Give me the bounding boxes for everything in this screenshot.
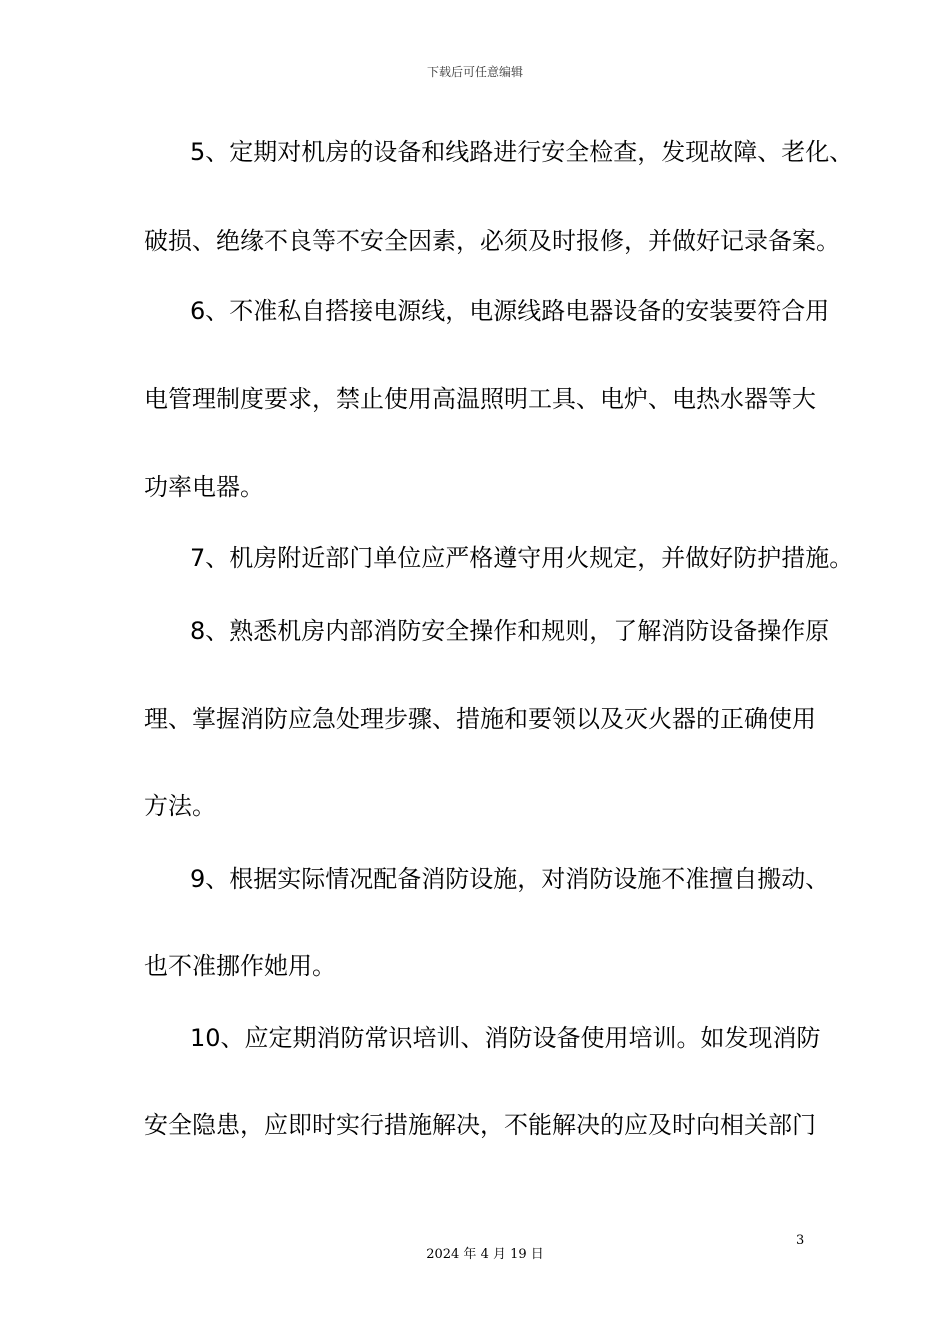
paragraph-line: 理、掌握消防应急处理步骤、措施和要领以及灭火器的正确使用 <box>144 705 816 733</box>
paragraph-line: 9、根据实际情况配备消防设施，对消防设施不准擅自搬动、 <box>190 865 830 893</box>
page-header: 下载后可任意编辑 <box>426 65 523 79</box>
paragraph-line: 5、定期对机房的设备和线路进行安全检查，发现故障、老化、 <box>190 138 854 166</box>
paragraph-line: 8、熟悉机房内部消防安全操作和规则，了解消防设备操作原 <box>190 617 830 645</box>
page-number: 3 <box>796 1233 805 1248</box>
paragraph-line: 安全隐患，应即时实行措施解决，不能解决的应及时向相关部门 <box>144 1111 816 1139</box>
paragraph-line: 也不准挪作她用。 <box>144 952 336 980</box>
paragraph-line: 功率电器。 <box>144 473 264 501</box>
paragraph-line: 6、不准私自搭接电源线，电源线路电器设备的安装要符合用 <box>190 297 830 325</box>
paragraph-line: 10、应定期消防常识培训、消防设备使用培训。如发现消防 <box>190 1024 821 1052</box>
footer-date: 2024 年 4 月 19 日 <box>426 1247 544 1262</box>
paragraph-line: 电管理制度要求，禁止使用高温照明工具、电炉、电热水器等大 <box>144 385 816 413</box>
paragraph-line: 方法。 <box>144 792 216 820</box>
paragraph-line: 7、机房附近部门单位应严格遵守用火规定，并做好防护措施。 <box>190 544 854 572</box>
paragraph-line: 破损、绝缘不良等不安全因素，必须及时报修，并做好记录备案。 <box>144 227 840 255</box>
